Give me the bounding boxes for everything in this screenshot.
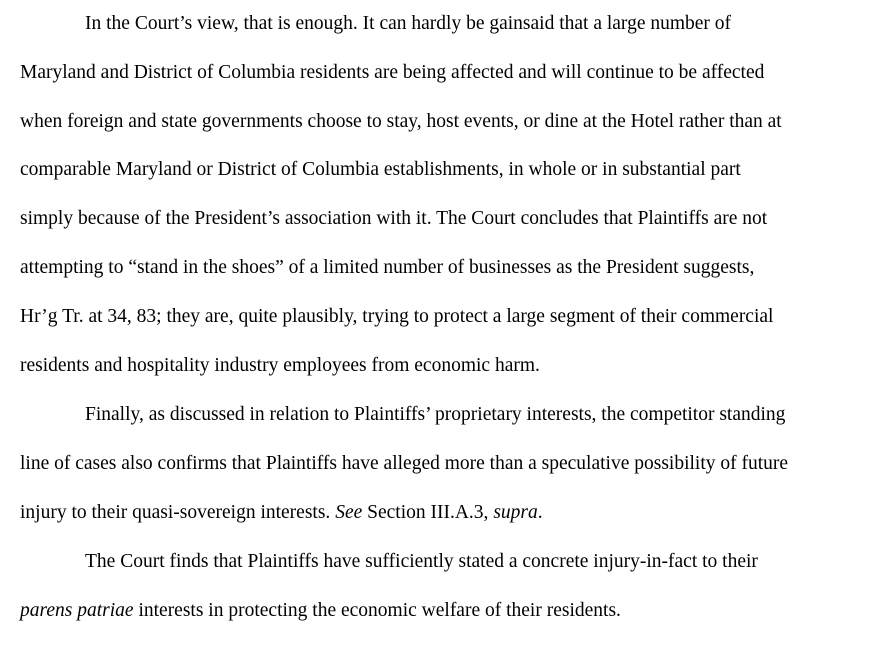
paragraph-line <box>85 403 785 427</box>
text-run: Section III.A.3, <box>362 502 494 523</box>
text-run: Maryland and District of Columbia residents are being affected and will continue to be affected <box>20 62 765 83</box>
paragraph-line <box>85 550 758 574</box>
paragraph-line <box>20 256 754 280</box>
paragraph-line <box>20 501 543 525</box>
paragraph-line <box>20 207 767 231</box>
citation-signal: See <box>335 502 363 523</box>
paragraph-line <box>20 110 782 134</box>
text-run: Finally, as discussed in relation to Plaintiffs’ proprietary interests, the competitor standing <box>85 404 786 425</box>
paragraph-line <box>20 61 764 85</box>
paragraph-line <box>20 305 773 329</box>
paragraph-line <box>20 158 741 182</box>
paragraph-line <box>85 12 731 36</box>
paragraph-line <box>20 354 540 378</box>
paragraph-line <box>20 599 621 623</box>
text-run: line of cases also confirms that Plaintiffs have alleged more than a speculative possibility of future <box>20 453 789 474</box>
text-run: attempting to “stand in the shoes” of a limited number of businesses as the President suggests, <box>20 257 755 278</box>
text-run: interests in protecting the economic welfare of their residents. <box>133 600 621 621</box>
text-run: injury to their quasi-sovereign interests. <box>20 502 336 523</box>
text-run: simply because of the President’s association with it. The Court concludes that Plaintiffs are not <box>20 208 768 229</box>
text-run: The Court finds that Plaintiffs have sufficiently stated a concrete injury-in-fact to their <box>85 551 758 572</box>
citation-signal: supra <box>493 502 538 523</box>
paragraph-line <box>20 452 788 476</box>
text-run: residents and hospitality industry employees from economic harm. <box>20 355 540 376</box>
text-run: Hr’g Tr. at 34, 83; they are, quite plausibly, trying to protect a large segment of their commercial <box>20 306 774 327</box>
text-run: when foreign and state governments choose to stay, host events, or dine at the Hotel rather than at <box>20 111 782 132</box>
text-run: . <box>537 502 543 523</box>
text-run: comparable Maryland or District of Columbia establishments, in whole or in substantial part <box>20 159 741 180</box>
latin-term: parens patriae <box>20 600 134 621</box>
text-run: In the Court’s view, that is enough. It can hardly be gainsaid that a large number of <box>85 13 732 34</box>
